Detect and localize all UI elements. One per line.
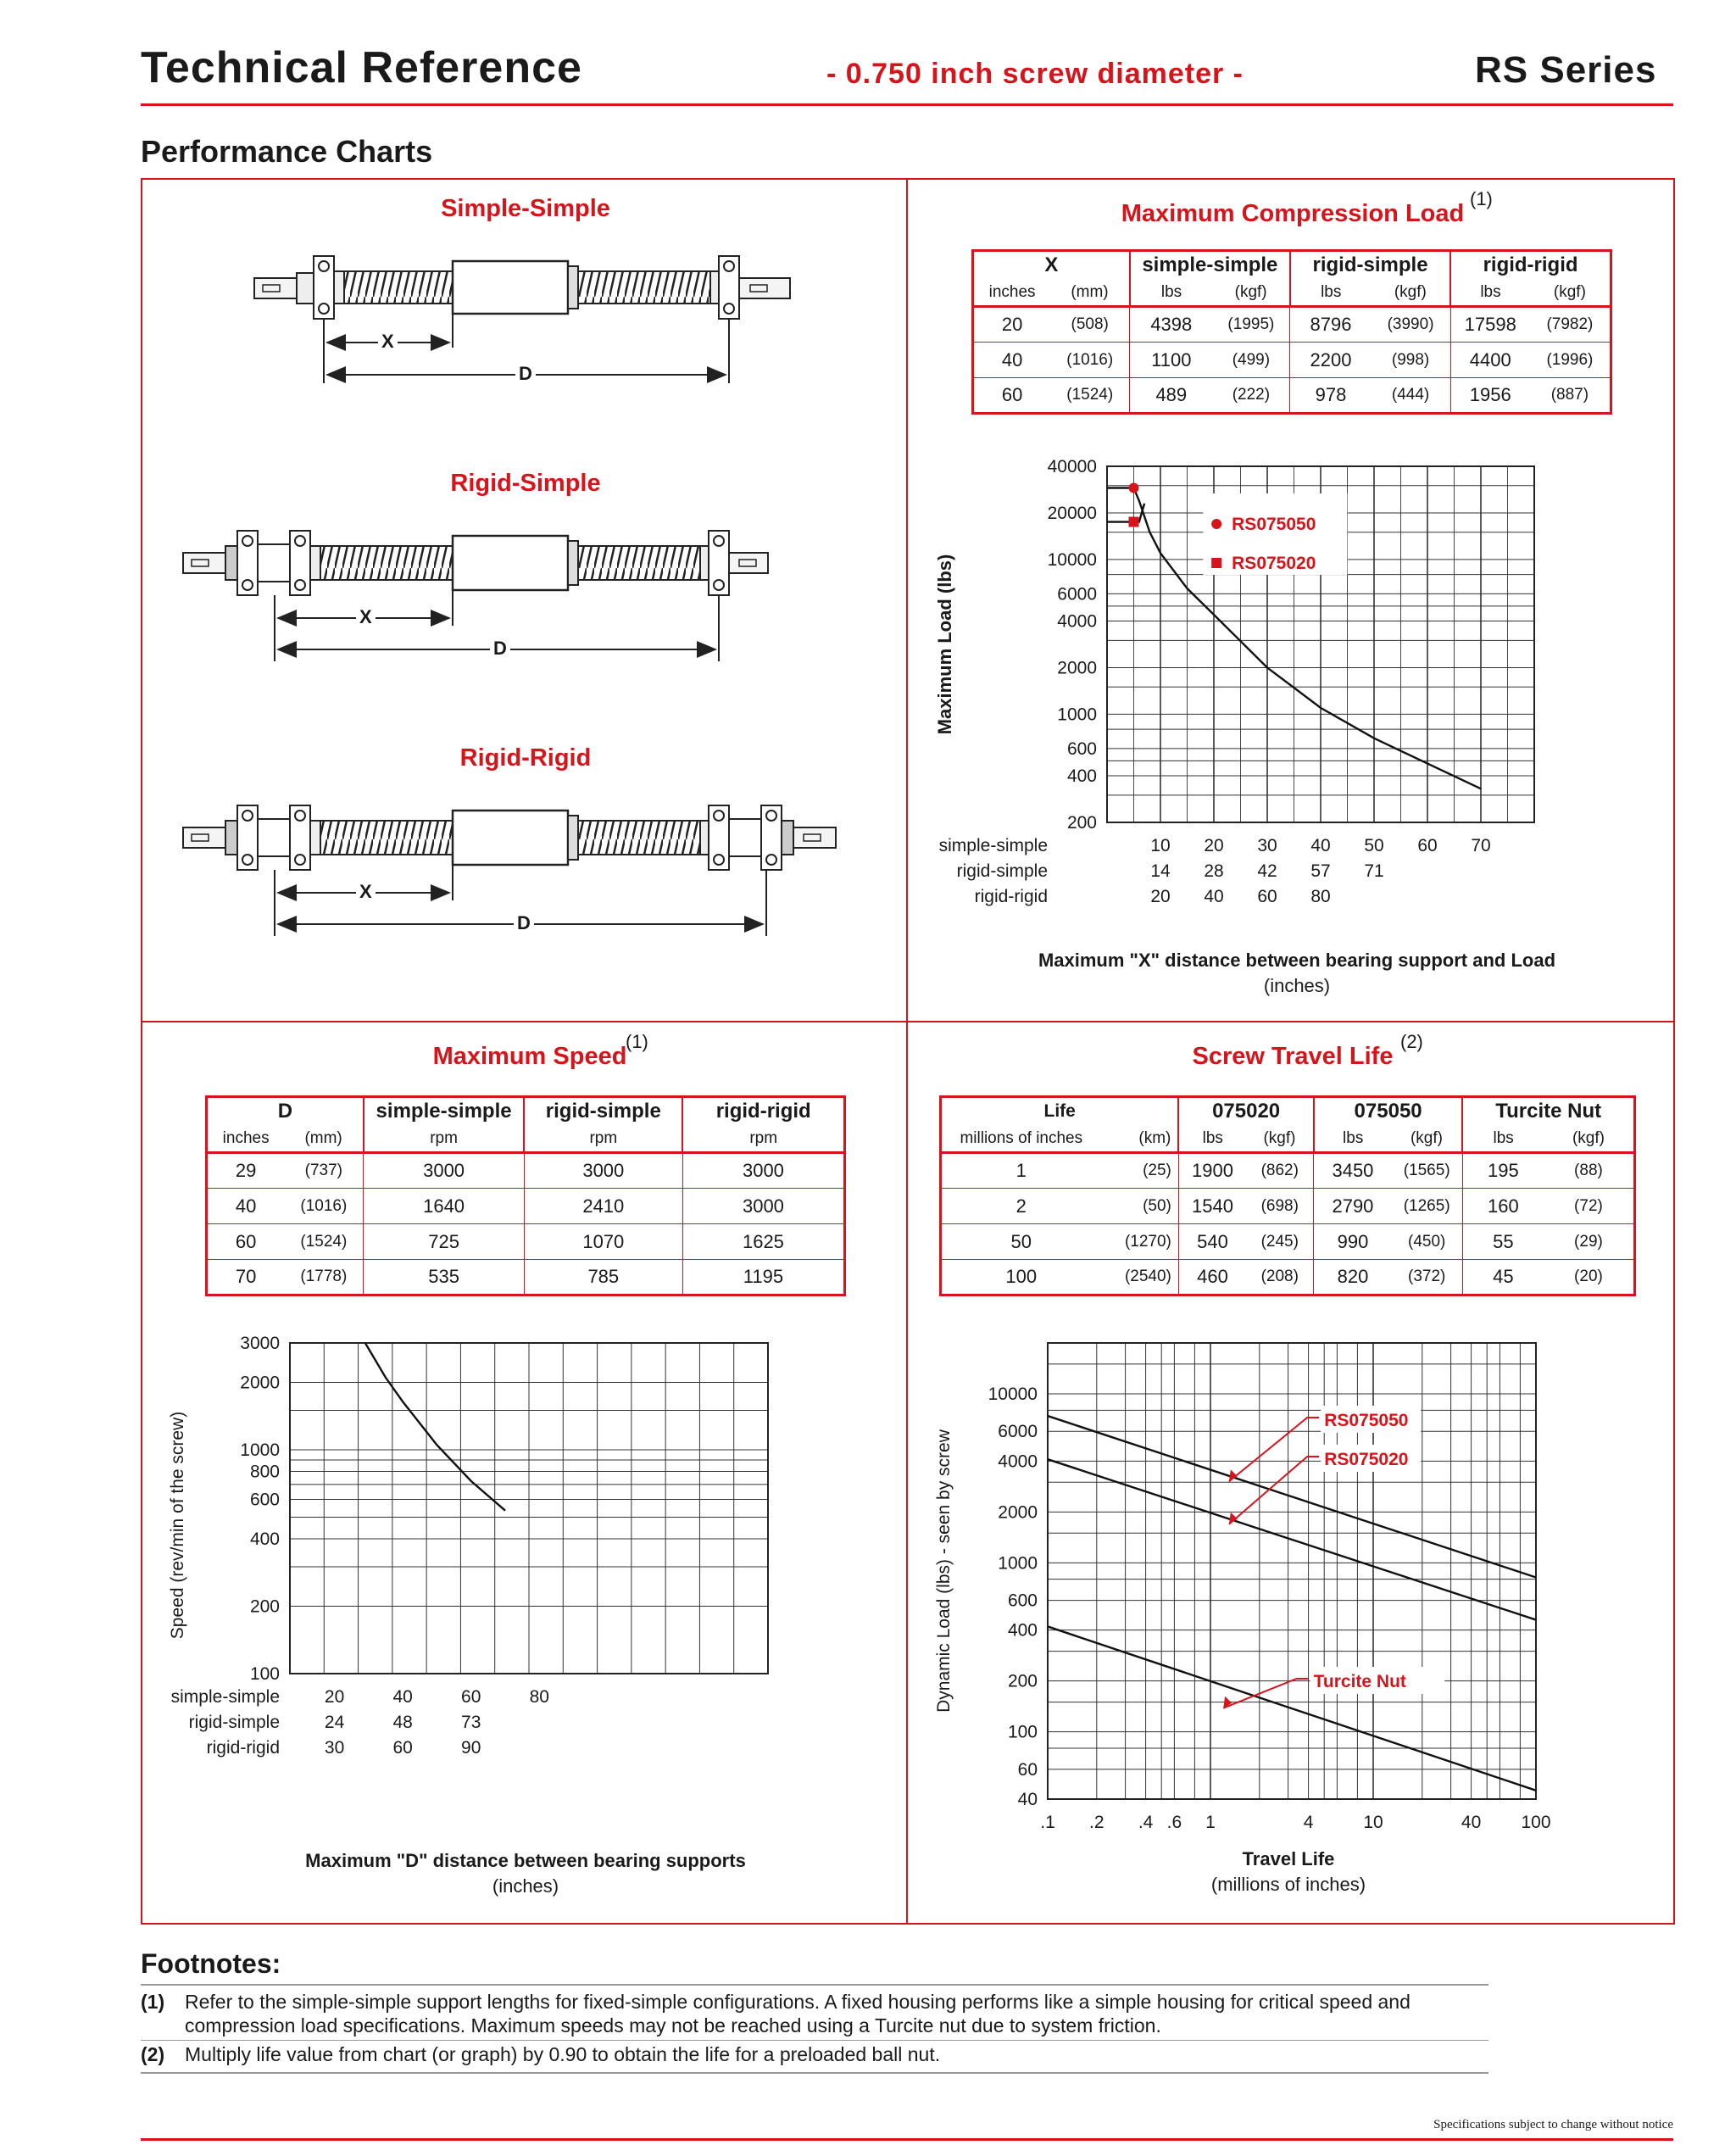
compression-table-cell: (1995) <box>1212 307 1290 343</box>
compression-table-cell: (1524) <box>1050 378 1130 414</box>
compression-table-cell: (1996) <box>1530 343 1611 378</box>
speed-header-rr: rigid-rigid <box>682 1097 844 1126</box>
frame-vertical-divider <box>906 178 908 1925</box>
speed-sub-rpm: rpm <box>682 1126 844 1153</box>
x-tick-label: 60 <box>461 1687 481 1707</box>
speed-table-cell: 70 <box>207 1260 285 1295</box>
compression-header-x: X <box>973 251 1130 280</box>
compression-table-cell: 978 <box>1290 378 1372 414</box>
x-tick-label: 40 <box>1461 1813 1482 1832</box>
rigid-simple-d-label: D <box>490 638 510 660</box>
life-sub-millions: millions of inches <box>941 1126 1101 1153</box>
footnotes-divider-top <box>141 1984 1488 1986</box>
speed-sub-rpm: rpm <box>524 1126 682 1153</box>
life-sub-kgf: (kgf) <box>1392 1126 1463 1153</box>
life-header-075050: 075050 <box>1314 1097 1462 1126</box>
compression-table-cell: 8796 <box>1290 307 1372 343</box>
life-sub-kgf: (kgf) <box>1246 1126 1314 1153</box>
compression-table-cell: 1956 <box>1450 378 1530 414</box>
life-sub-lbs: lbs <box>1314 1126 1392 1153</box>
life-table-cell: 50 <box>941 1224 1101 1260</box>
speed-header-ss: simple-simple <box>364 1097 524 1126</box>
mount-rigid-rigid-title: Rigid-Rigid <box>459 744 592 772</box>
speed-table-cell: 785 <box>524 1260 682 1295</box>
speed-table-cell: 1070 <box>524 1224 682 1260</box>
section-title: Performance Charts <box>141 134 433 169</box>
y-tick-label: 1000 <box>998 1553 1038 1574</box>
marker-RS075020 <box>1129 517 1139 527</box>
speed-table-cell: 3000 <box>364 1153 524 1189</box>
x-tick-label: .4 <box>1138 1813 1154 1832</box>
speed-chart <box>161 1323 805 1780</box>
compression-header-rr: rigid-rigid <box>1450 251 1611 280</box>
speed-table-cell: 40 <box>207 1189 285 1224</box>
x-tick-label: 60 <box>1257 887 1277 906</box>
x-tick-label: 60 <box>1417 836 1438 855</box>
y-tick-label: 200 <box>249 1596 280 1617</box>
speed-table-cell: 1195 <box>682 1260 844 1295</box>
compression-note: (1) <box>1470 188 1493 209</box>
series-label: Turcite Nut <box>1313 1672 1406 1691</box>
x-row-label: simple-simple <box>170 1687 280 1707</box>
life-table-cell: (29) <box>1544 1224 1635 1260</box>
life-table-cell: (1265) <box>1392 1189 1463 1224</box>
life-xlabel: Travel Life <box>1242 1848 1335 1869</box>
y-tick-label: 4000 <box>998 1451 1038 1472</box>
life-table-cell: (862) <box>1246 1153 1314 1189</box>
x-tick-label: 20 <box>324 1687 345 1707</box>
callout-arrow <box>1229 1513 1238 1524</box>
simple-simple-diagram <box>254 256 882 383</box>
x-tick-label: 10 <box>1363 1813 1383 1832</box>
speed-table-cell: (737) <box>284 1153 364 1189</box>
y-tick-label: 1000 <box>240 1440 280 1460</box>
compression-xlabel-text: Maximum "X" distance between bearing support and Load <box>1038 950 1556 971</box>
y-tick-label: 200 <box>1066 813 1097 833</box>
life-header-075020: 075020 <box>1178 1097 1314 1126</box>
speed-title: Maximum Speed <box>432 1043 627 1070</box>
compression-table-cell: 1100 <box>1130 343 1213 378</box>
life-table-cell: 820 <box>1314 1260 1392 1295</box>
x-tick-label: 80 <box>529 1687 549 1707</box>
compression-table-cell: (998) <box>1372 343 1451 378</box>
x-row-label: rigid-simple <box>956 861 1048 881</box>
life-table-cell: 2790 <box>1314 1189 1392 1224</box>
rigid-rigid-x-label: X <box>356 881 376 903</box>
rigid-simple-diagram <box>183 531 768 661</box>
life-table-cell: (245) <box>1246 1224 1314 1260</box>
x-tick-label: 30 <box>1257 836 1277 855</box>
x-tick-label: 80 <box>1310 887 1331 906</box>
x-tick-label: .2 <box>1089 1813 1104 1832</box>
life-table-cell: 160 <box>1462 1189 1544 1224</box>
life-table-cell: 2 <box>941 1189 1101 1224</box>
speed-header-rs: rigid-simple <box>524 1097 682 1126</box>
speed-header-row <box>207 1097 845 1126</box>
y-tick-label: 20000 <box>1047 503 1097 523</box>
header-divider <box>141 103 1673 106</box>
life-table-cell: 460 <box>1178 1260 1246 1295</box>
life-table-cell: 1540 <box>1178 1189 1246 1224</box>
mount-rigid-simple-title: Rigid-Simple <box>450 470 601 497</box>
x-row-label: rigid-simple <box>188 1713 280 1732</box>
speed-table <box>205 1095 846 1296</box>
compression-xlabel-unit: (inches) <box>1263 975 1331 996</box>
speed-header-d: D <box>207 1097 364 1126</box>
life-sub-lbs: lbs <box>1462 1126 1544 1153</box>
y-tick-label: 400 <box>1007 1620 1038 1641</box>
rigid-rigid-d-label: D <box>514 912 534 934</box>
frame-horizontal-divider <box>141 1021 1675 1022</box>
legend-label: RS075020 <box>1232 554 1316 573</box>
compression-table-cell: (508) <box>1050 307 1130 343</box>
life-subheader-row <box>941 1126 1635 1153</box>
y-tick-label: 100 <box>249 1664 280 1684</box>
y-tick-label: 4000 <box>1057 611 1097 632</box>
legend-label: RS075050 <box>1232 515 1316 534</box>
rigid-simple-x-label: X <box>356 606 376 628</box>
x-tick-label: .6 <box>1166 1813 1182 1832</box>
legend-circle-marker <box>1211 519 1221 529</box>
compression-sub-lbs: lbs <box>1130 280 1213 307</box>
life-table-cell: (20) <box>1544 1260 1635 1295</box>
y-tick-label: 100 <box>1007 1722 1038 1742</box>
life-table-row <box>941 1153 1635 1189</box>
y-tick-label: 400 <box>1066 766 1097 787</box>
x-tick-label: 42 <box>1257 861 1277 881</box>
compression-table-cell: (3990) <box>1372 307 1451 343</box>
speed-table-cell: 29 <box>207 1153 285 1189</box>
compression-sub-kgf: (kgf) <box>1530 280 1611 307</box>
life-table-cell: (450) <box>1392 1224 1463 1260</box>
life-xlabel-unit: (millions of inches) <box>1210 1874 1366 1895</box>
legend-square-marker <box>1211 558 1221 568</box>
life-note: (2) <box>1400 1031 1423 1052</box>
speed-table-cell: 1640 <box>364 1189 524 1224</box>
compression-header-row <box>973 251 1611 280</box>
x-tick-label: 20 <box>1150 887 1171 906</box>
compression-table-cell: 2200 <box>1290 343 1372 378</box>
compression-table-cell: (7982) <box>1530 307 1611 343</box>
life-table-cell: (698) <box>1246 1189 1314 1224</box>
y-tick-label: 1000 <box>1057 705 1097 725</box>
speed-table-cell: (1778) <box>284 1260 364 1295</box>
mount-simple-simple-title: Simple-Simple <box>441 195 610 222</box>
speed-sub-inches: inches <box>207 1126 285 1153</box>
life-table-cell: 1900 <box>1178 1153 1246 1189</box>
travel-life-chart <box>924 1331 1670 1840</box>
speed-table-cell: 3000 <box>682 1153 844 1189</box>
y-tick-label: 600 <box>1066 738 1097 759</box>
speed-xlabel-unit: (inches) <box>492 1875 559 1897</box>
y-tick-label: 10000 <box>988 1384 1038 1405</box>
life-table <box>939 1095 1636 1296</box>
speed-table-row <box>207 1260 845 1295</box>
x-tick-label: 40 <box>392 1687 413 1707</box>
compression-table-cell: 17598 <box>1450 307 1530 343</box>
x-tick-label: 57 <box>1310 861 1331 881</box>
life-table-cell: 1 <box>941 1153 1101 1189</box>
footnote-1-text: Refer to the simple-simple support lengths for fixed-simple configurations. A fixed housing performs like a simple housing for critical speed and <box>185 1991 1410 2013</box>
x-tick-label: 48 <box>392 1713 413 1732</box>
compression-table-cell: 4398 <box>1130 307 1213 343</box>
simple-simple-x-label: X <box>378 331 398 353</box>
life-table-cell: (372) <box>1392 1260 1463 1295</box>
callout-leader <box>1223 1679 1308 1708</box>
y-tick-label: 6000 <box>998 1422 1038 1442</box>
y-axis-label: Dynamic Load (lbs) - seen by screw <box>934 1429 954 1713</box>
x-tick-label: 60 <box>392 1738 413 1758</box>
life-table-row <box>941 1189 1635 1224</box>
x-tick-label: 30 <box>324 1738 345 1758</box>
page-title: Technical Reference <box>141 43 582 92</box>
series-label: RS075050 <box>1324 1411 1409 1430</box>
life-header-turcite: Turcite Nut <box>1462 1097 1634 1126</box>
life-table-cell: 990 <box>1314 1224 1392 1260</box>
x-tick-label: .1 <box>1040 1813 1055 1832</box>
speed-table-cell: 2410 <box>524 1189 682 1224</box>
life-table-cell: 540 <box>1178 1224 1246 1260</box>
compression-table-cell: (444) <box>1372 378 1451 414</box>
x-tick-label: 100 <box>1521 1813 1551 1832</box>
life-title: Screw Travel Life <box>1192 1043 1394 1070</box>
x-row-label: simple-simple <box>938 836 1048 855</box>
life-table-cell: (72) <box>1544 1189 1635 1224</box>
life-table-cell: (88) <box>1544 1153 1635 1189</box>
speed-table-cell: 60 <box>207 1224 285 1260</box>
marker-RS075050 <box>1129 482 1139 493</box>
y-tick-label: 6000 <box>1057 584 1097 604</box>
x-tick-label: 71 <box>1364 861 1384 881</box>
compression-table-cell: 4400 <box>1450 343 1530 378</box>
page-subtitle: - 0.750 inch screw diameter - <box>826 58 1244 90</box>
callout-leader <box>1229 1418 1319 1481</box>
compression-header-rs: rigid-simple <box>1290 251 1450 280</box>
life-table-cell: 45 <box>1462 1260 1544 1295</box>
y-axis-label: Maximum Load (lbs) <box>934 554 955 735</box>
life-table-cell: (1565) <box>1392 1153 1463 1189</box>
life-sub-kgf: (kgf) <box>1544 1126 1635 1153</box>
compression-table-row <box>973 378 1611 414</box>
life-table-cell: 3450 <box>1314 1153 1392 1189</box>
speed-table-cell: (1016) <box>284 1189 364 1224</box>
compression-subheader-row <box>973 280 1611 307</box>
y-tick-label: 600 <box>1007 1591 1038 1611</box>
y-tick-label: 2000 <box>240 1373 280 1393</box>
compression-sub-lbs: lbs <box>1450 280 1530 307</box>
y-tick-label: 10000 <box>1047 549 1097 570</box>
compression-table-cell: 489 <box>1130 378 1213 414</box>
life-table-cell: (208) <box>1246 1260 1314 1295</box>
disclaimer: Specifications subject to change without notice <box>1433 2118 1673 2131</box>
compression-sub-kgf: (kgf) <box>1372 280 1451 307</box>
y-tick-label: 800 <box>249 1462 280 1482</box>
speed-table-row <box>207 1153 845 1189</box>
compression-sub-inches: inches <box>973 280 1051 307</box>
x-tick-label: 1 <box>1205 1813 1216 1832</box>
life-table-row <box>941 1224 1635 1260</box>
footnotes-divider-bottom <box>141 2072 1488 2074</box>
x-tick-label: 4 <box>1303 1813 1314 1832</box>
life-header-life: Life <box>941 1097 1179 1126</box>
compression-table-row <box>973 307 1611 343</box>
speed-table-cell: 1625 <box>682 1224 844 1260</box>
life-sub-lbs: lbs <box>1178 1126 1246 1153</box>
compression-table-cell: 40 <box>973 343 1051 378</box>
life-table-cell: (2540) <box>1101 1260 1179 1295</box>
x-tick-label: 40 <box>1204 887 1224 906</box>
life-table-cell: 100 <box>941 1260 1101 1295</box>
speed-note: (1) <box>626 1031 648 1052</box>
simple-simple-d-label: D <box>515 363 536 385</box>
compression-xlabel <box>932 950 1661 972</box>
compression-table-cell: (222) <box>1212 378 1290 414</box>
x-tick-label: 14 <box>1150 861 1171 881</box>
compression-header-ss: simple-simple <box>1130 251 1290 280</box>
life-table-cell: 195 <box>1462 1153 1544 1189</box>
compression-sub-kgf: (kgf) <box>1212 280 1290 307</box>
y-tick-label: 400 <box>249 1529 280 1550</box>
compression-table-cell: 60 <box>973 378 1051 414</box>
life-table-cell: 55 <box>1462 1224 1544 1260</box>
series-label: RS075020 <box>1324 1450 1409 1469</box>
x-tick-label: 28 <box>1204 861 1224 881</box>
compression-load-chart <box>921 449 1666 992</box>
speed-table-cell: 535 <box>364 1260 524 1295</box>
x-tick-label: 73 <box>461 1713 481 1732</box>
y-tick-label: 2000 <box>998 1502 1038 1523</box>
x-tick-label: 20 <box>1204 836 1224 855</box>
speed-table-cell: 725 <box>364 1224 524 1260</box>
compression-title: Maximum Compression Load <box>1121 200 1465 227</box>
plot-frame <box>1048 1343 1536 1799</box>
speed-table-cell: (1524) <box>284 1224 364 1260</box>
x-tick-label: 50 <box>1364 836 1384 855</box>
life-sub-km: (km) <box>1101 1126 1179 1153</box>
series-line-0 <box>1048 1416 1536 1577</box>
speed-xlabel: Maximum "D" distance between bearing supports <box>305 1850 746 1871</box>
series-line-1 <box>1048 1459 1536 1619</box>
footnote-2-text: Multiply life value from chart (or graph) by 0.90 to obtain the life for a preloaded ball nut. <box>185 2043 941 2065</box>
compression-table-cell: 20 <box>973 307 1051 343</box>
speed-sub-rpm: rpm <box>364 1126 524 1153</box>
compression-sub-mm: (mm) <box>1050 280 1130 307</box>
y-tick-label: 40 <box>1017 1790 1038 1809</box>
life-header-row <box>941 1097 1635 1126</box>
compression-table-cell: (887) <box>1530 378 1611 414</box>
x-tick-label: 70 <box>1471 836 1491 855</box>
footer-divider <box>141 2138 1673 2141</box>
x-tick-label: 90 <box>461 1738 481 1758</box>
y-tick-label: 600 <box>249 1490 280 1510</box>
compression-table-cell: (499) <box>1212 343 1290 378</box>
speed-table-row <box>207 1224 845 1260</box>
life-table-cell: (25) <box>1101 1153 1179 1189</box>
speed-sub-mm: (mm) <box>284 1126 364 1153</box>
x-tick-label: 24 <box>324 1713 345 1732</box>
series-name: RS Series <box>1475 49 1657 91</box>
y-tick-label: 60 <box>1017 1759 1038 1780</box>
life-table-cell: (50) <box>1101 1189 1179 1224</box>
footnote-1-text-cont: compression load specifications. Maximum speeds may not be reached using a Turcite nut due to system friction. <box>185 2014 1161 2036</box>
footnotes-title: Footnotes: <box>141 1948 281 1979</box>
compression-table <box>971 249 1612 415</box>
footnote-1-num: (1) <box>141 1991 165 2013</box>
mounting-diagrams <box>144 229 899 992</box>
y-tick-label: 3000 <box>240 1334 280 1353</box>
speed-table-cell: 3000 <box>682 1189 844 1224</box>
x-tick-label: 10 <box>1150 836 1171 855</box>
compression-table-cell: (1016) <box>1050 343 1130 378</box>
footnotes-divider-mid <box>141 2040 1488 2041</box>
compression-table-row <box>973 343 1611 378</box>
life-table-row <box>941 1260 1635 1295</box>
speed-table-cell: 3000 <box>524 1153 682 1189</box>
rigid-rigid-diagram <box>183 805 836 936</box>
series-line <box>365 1343 505 1511</box>
y-axis-label: Speed (rev/min of the screw) <box>168 1411 187 1640</box>
life-table-cell: (1270) <box>1101 1224 1179 1260</box>
speed-subheader-row <box>207 1126 845 1153</box>
x-tick-label: 40 <box>1310 836 1331 855</box>
speed-table-row <box>207 1189 845 1224</box>
callout-arrow <box>1229 1469 1238 1481</box>
y-tick-label: 40000 <box>1047 457 1097 476</box>
compression-sub-lbs: lbs <box>1290 280 1372 307</box>
footnote-2-num: (2) <box>141 2043 165 2065</box>
x-row-label: rigid-rigid <box>206 1738 280 1758</box>
x-row-label: rigid-rigid <box>974 887 1048 906</box>
y-tick-label: 200 <box>1007 1671 1038 1691</box>
y-tick-label: 2000 <box>1057 658 1097 678</box>
